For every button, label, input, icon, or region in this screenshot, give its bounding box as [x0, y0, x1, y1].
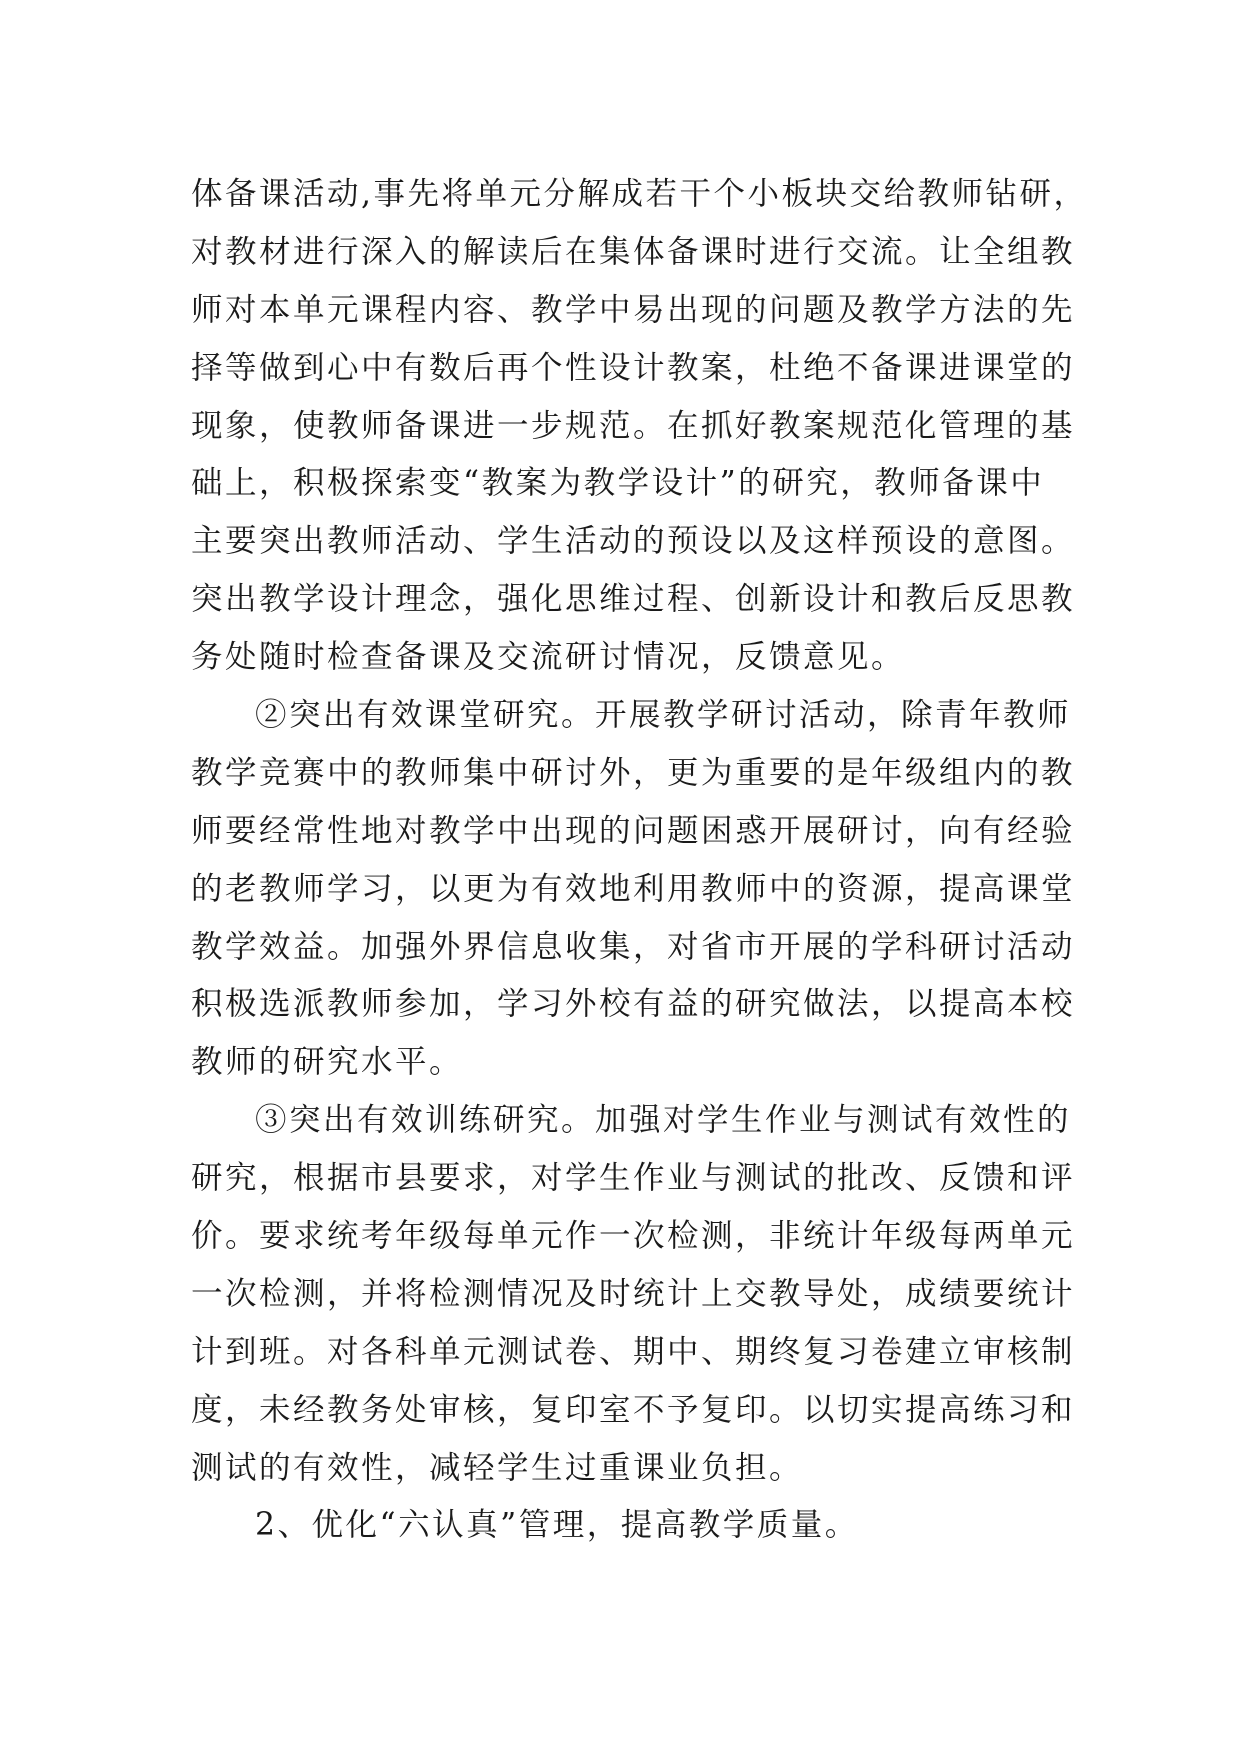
body-text	[191, 166, 1088, 1555]
text-line: 师对本单元课程内容、教学中易出现的问题及教学方法的先	[191, 291, 1076, 328]
text-line: 主要突出教师活动、学生活动的预设以及这样预设的意图。	[191, 523, 1076, 560]
paragraph-start-line: ③突出有效训练研究。加强对学生作业与测试有效性的	[255, 1102, 1072, 1139]
text-line: 现象，使教师备课进一步规范。在抓好教案规范化管理的基	[191, 407, 1076, 444]
text-line: 对教材进行深入的解读后在集体备课时进行交流。让全组教	[191, 233, 1076, 270]
text-line: 务处随时检查备课及交流研讨情况，反馈意见。	[191, 639, 906, 676]
text-line: 教师的研究水平。	[191, 1044, 464, 1081]
text-line: 一次检测，并将检测情况及时统计上交教导处，成绩要统计	[191, 1275, 1076, 1312]
text-line: 价。要求统考年级每单元作一次检测，非统计年级每两单元	[191, 1218, 1076, 1255]
text-line: 研究，根据市县要求，对学生作业与测试的批改、反馈和评	[191, 1160, 1076, 1197]
text-line: 础上，积极探索变“教案为教学设计”的研究，教师备课中	[191, 465, 1045, 502]
text-line: 积极选派教师参加，学习外校有益的研究做法，以提高本校	[191, 986, 1076, 1023]
paragraph-start-line: ②突出有效课堂研究。开展教学研讨活动，除青年教师	[255, 697, 1072, 734]
text-line: 测试的有效性，减轻学生过重课业负担。	[191, 1449, 804, 1486]
text-line: 的老教师学习，以更为有效地利用教师中的资源，提高课堂	[191, 870, 1076, 907]
text-line: 教学竞赛中的教师集中研讨外，更为重要的是年级组内的教	[191, 754, 1076, 791]
text-line: 师要经常性地对教学中出现的问题困惑开展研讨，向有经验	[191, 812, 1076, 849]
text-line: 体备课活动,事先将单元分解成若干个小板块交给教师钻研，	[191, 176, 1088, 212]
text-line: 教学效益。加强外界信息收集，对省市开展的学科研讨活动	[191, 928, 1076, 965]
text-line: 突出教学设计理念，强化思维过程、创新设计和教后反思教	[191, 581, 1076, 618]
text-line: 计到班。对各科单元测试卷、期中、期终复习卷建立审核制	[191, 1333, 1076, 1370]
section-heading-line: 2、优化“六认真”管理，提高教学质量。	[255, 1507, 859, 1544]
text-line: 择等做到心中有数后再个性设计教案，杜绝不备课进课堂的	[191, 349, 1076, 386]
text-line: 度，未经教务处审核，复印室不予复印。以切实提高练习和	[191, 1391, 1076, 1428]
